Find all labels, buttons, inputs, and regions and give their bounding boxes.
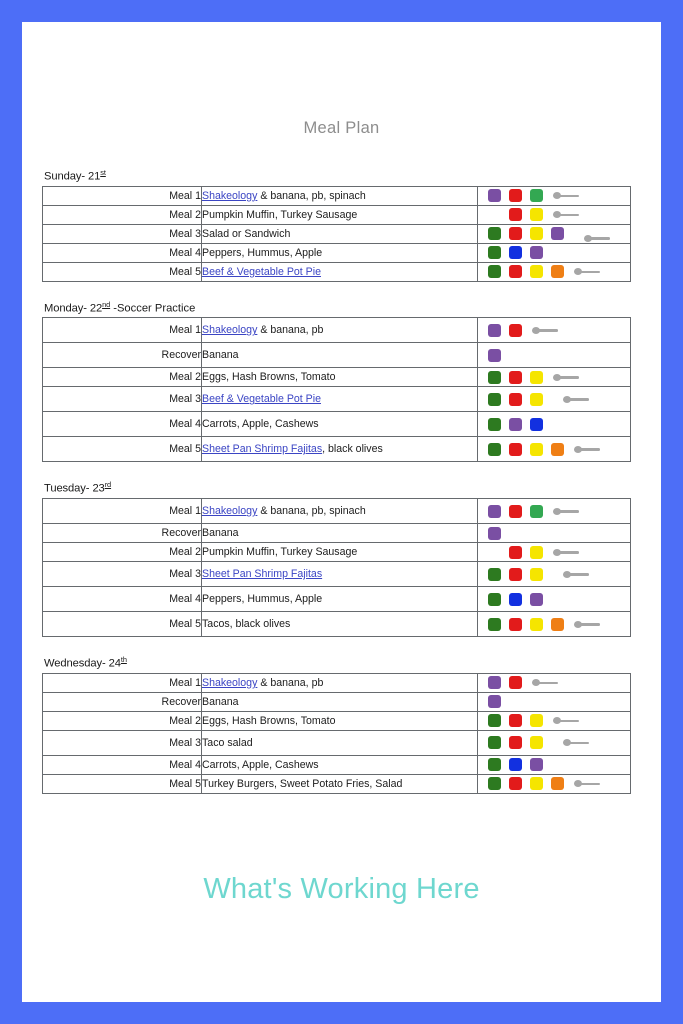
container-swatch-group — [478, 187, 630, 205]
container-swatch-orange — [551, 443, 564, 456]
teaspoon-icon — [584, 234, 610, 243]
container-swatch-red — [509, 324, 522, 337]
meal-label: Meal 5 — [169, 443, 201, 456]
container-swatch-yellow — [530, 227, 543, 240]
meal-label: Meal 2 — [169, 714, 201, 727]
meal-description-cell — [202, 524, 478, 543]
table-row — [43, 774, 631, 793]
day-name: Sunday — [44, 170, 82, 183]
meal-description-cell — [202, 730, 478, 755]
meal-label: Meal 1 — [169, 324, 201, 337]
meal-label: Recover — [161, 695, 201, 708]
table-row — [43, 524, 631, 543]
container-cell — [478, 243, 631, 262]
meal-description-cell — [202, 587, 478, 612]
meal-label-cell — [43, 499, 202, 524]
container-swatch-purple — [488, 505, 501, 518]
teaspoon-handle — [569, 573, 589, 576]
meal-description-cell — [202, 343, 478, 368]
meal-description-text: & banana, pb — [257, 676, 324, 689]
container-swatch-group — [478, 225, 630, 243]
container-swatch-yellow — [530, 777, 543, 790]
meal-description-cell — [202, 543, 478, 562]
container-cell — [478, 755, 631, 774]
meal-description-cell — [202, 262, 478, 281]
day-date-number: 22 — [89, 302, 103, 315]
container-swatch-group — [478, 524, 630, 542]
meal-description-cell — [202, 774, 478, 793]
day-date-number: 21 — [87, 170, 101, 183]
container-swatch-group — [478, 263, 630, 281]
table-row — [43, 543, 631, 562]
meal-description-text: Carrots, Apple, Cashews — [202, 758, 319, 771]
container-swatch-red — [509, 777, 522, 790]
container-swatch-green_light — [530, 189, 543, 202]
container-swatch-purple — [488, 676, 501, 689]
day-date-number: 24 — [108, 657, 121, 670]
table-row — [43, 587, 631, 612]
container-cell — [478, 343, 631, 368]
container-swatch-group — [478, 587, 630, 611]
table-row — [43, 368, 631, 387]
day-date-ordinal: nd — [102, 299, 111, 309]
table-row — [43, 262, 631, 281]
container-swatch-red — [509, 676, 522, 689]
container-swatch-green — [488, 568, 501, 581]
container-swatch-group — [478, 562, 630, 586]
container-swatch-yellow — [530, 618, 543, 631]
meal-description-cell — [202, 205, 478, 224]
table-row — [43, 243, 631, 262]
meal-description-text: Pumpkin Muffin, Turkey Sausage — [202, 208, 358, 221]
container-swatch-yellow — [530, 546, 543, 559]
day-header: Sunday- 21st — [44, 168, 106, 183]
container-swatch-purple — [488, 324, 501, 337]
container-swatch-orange — [551, 777, 564, 790]
container-swatch-group — [478, 368, 630, 386]
day-block — [22, 138, 661, 282]
container-swatch-green — [488, 227, 501, 240]
meal-label-cell — [43, 711, 202, 730]
document-page — [22, 22, 661, 1002]
table-row — [43, 711, 631, 730]
meal-label-cell — [43, 524, 202, 543]
meal-description-cell — [202, 499, 478, 524]
container-cell — [478, 774, 631, 793]
container-swatch-red — [509, 208, 522, 221]
container-swatch-group — [478, 543, 630, 561]
container-swatch-red — [509, 189, 522, 202]
day-header: Wednesday- 24th — [44, 655, 127, 670]
container-cell — [478, 387, 631, 412]
meal-description-text: Carrots, Apple, Cashews — [202, 418, 319, 431]
meal-description-cell — [202, 318, 478, 343]
container-swatch-red — [509, 393, 522, 406]
container-swatch-group — [478, 612, 630, 636]
container-swatch-group — [478, 775, 630, 793]
teaspoon-handle — [569, 398, 589, 401]
table-row — [43, 692, 631, 711]
meal-table — [42, 673, 631, 794]
container-swatch-red — [509, 505, 522, 518]
container-swatch-group — [478, 693, 630, 711]
container-cell — [478, 543, 631, 562]
teaspoon-icon — [574, 620, 600, 629]
day-header: Tuesday- 23rd — [44, 480, 112, 496]
teaspoon-handle — [559, 195, 579, 198]
meal-label-cell — [43, 262, 202, 281]
container-swatch-green — [488, 736, 501, 749]
recipe-link[interactable]: Beef & Vegetable Pot Pie — [202, 393, 321, 406]
container-swatch-yellow — [530, 265, 543, 278]
meal-label: Meal 2 — [169, 208, 201, 221]
container-cell — [478, 587, 631, 612]
teaspoon-icon — [553, 191, 579, 200]
table-row — [43, 562, 631, 587]
container-swatch-purple — [530, 246, 543, 259]
container-cell — [478, 262, 631, 281]
meal-label: Meal 3 — [169, 736, 201, 749]
container-swatch-green — [488, 393, 501, 406]
day-name: Tuesday — [44, 483, 86, 496]
container-swatch-red — [509, 227, 522, 240]
meal-label: Meal 4 — [169, 246, 201, 259]
teaspoon-handle — [559, 551, 579, 554]
meal-description-cell — [202, 368, 478, 387]
meal-description-text: & banana, pb, spinach — [257, 505, 366, 518]
table-row — [43, 387, 631, 412]
table-row — [43, 612, 631, 637]
meal-description-cell — [202, 673, 478, 692]
container-cell — [478, 368, 631, 387]
container-swatch-group — [478, 674, 630, 692]
meal-label-cell — [43, 673, 202, 692]
day-block — [22, 282, 661, 463]
recipe-link[interactable]: Sheet Pan Shrimp Fajitas — [202, 568, 323, 581]
day-header: Monday- 22nd -Soccer Practice — [44, 299, 196, 315]
meal-description-text: Peppers, Hummus, Apple — [202, 593, 323, 606]
container-swatch-purple — [488, 527, 501, 540]
recipe-link[interactable]: Beef & Vegetable Pot Pie — [202, 265, 321, 278]
teaspoon-icon — [532, 326, 558, 335]
meal-label-cell — [43, 243, 202, 262]
meal-label-cell — [43, 387, 202, 412]
container-swatch-red — [509, 618, 522, 631]
meal-label-cell — [43, 368, 202, 387]
container-cell — [478, 224, 631, 243]
meal-description-text: Pumpkin Muffin, Turkey Sausage — [202, 546, 358, 559]
meal-description-text: Banana — [202, 349, 239, 362]
container-swatch-green — [488, 246, 501, 259]
meal-description-text: , black olives — [322, 443, 383, 456]
container-swatch-group — [478, 731, 630, 755]
recipe-link[interactable]: Shakeology — [202, 505, 258, 518]
container-swatch-group — [478, 412, 630, 436]
teaspoon-handle — [538, 329, 558, 332]
teaspoon-icon — [574, 445, 600, 454]
teaspoon-handle — [590, 237, 610, 240]
container-swatch-blue — [509, 593, 522, 606]
container-cell — [478, 612, 631, 637]
container-swatch-yellow — [530, 736, 543, 749]
container-swatch-group — [478, 712, 630, 730]
day-note: -Soccer Practice — [110, 302, 196, 315]
meal-description-cell — [202, 437, 478, 462]
meal-description-text: Eggs, Hash Browns, Tomato — [202, 714, 336, 727]
meal-table — [42, 498, 631, 637]
table-row — [43, 730, 631, 755]
day-block — [22, 462, 661, 637]
container-cell — [478, 692, 631, 711]
container-swatch-green — [488, 758, 501, 771]
container-swatch-purple — [530, 593, 543, 606]
meal-label: Meal 1 — [169, 676, 201, 689]
container-cell — [478, 437, 631, 462]
table-row — [43, 224, 631, 243]
meal-description-text: Tacos, black olives — [202, 618, 291, 631]
container-swatch-group — [478, 387, 630, 411]
container-swatch-yellow — [530, 371, 543, 384]
container-swatch-purple — [551, 227, 564, 240]
meal-label-cell — [43, 774, 202, 793]
meal-label-cell — [43, 224, 202, 243]
container-cell — [478, 205, 631, 224]
meal-label-cell — [43, 755, 202, 774]
day-date-ordinal: rd — [104, 480, 112, 490]
teaspoon-icon — [553, 507, 579, 516]
table-row — [43, 499, 631, 524]
meal-label-cell — [43, 205, 202, 224]
container-swatch-red — [509, 546, 522, 559]
teaspoon-handle — [538, 682, 558, 685]
meal-label-cell — [43, 543, 202, 562]
teaspoon-handle — [580, 448, 600, 451]
container-swatch-purple — [488, 349, 501, 362]
teaspoon-icon — [553, 373, 579, 382]
page-title: Meal Plan — [303, 119, 380, 137]
teaspoon-icon — [532, 678, 558, 687]
meal-label-cell — [43, 587, 202, 612]
meal-label: Meal 1 — [169, 505, 201, 518]
container-swatch-purple — [488, 695, 501, 708]
meal-label-cell — [43, 437, 202, 462]
meal-label-cell — [43, 612, 202, 637]
recipe-link[interactable]: Shakeology — [202, 189, 258, 202]
recipe-link[interactable]: Shakeology — [202, 676, 258, 689]
meal-label: Meal 5 — [169, 265, 201, 278]
container-swatch-empty — [488, 208, 501, 221]
container-swatch-orange — [551, 618, 564, 631]
container-swatch-green — [488, 265, 501, 278]
meal-label-cell — [43, 412, 202, 437]
container-swatch-blue — [509, 246, 522, 259]
container-swatch-green — [488, 777, 501, 790]
meal-label: Meal 2 — [169, 546, 201, 559]
day-date-number: 23 — [92, 483, 105, 496]
meal-label: Meal 3 — [169, 393, 201, 406]
meal-label: Meal 5 — [169, 777, 201, 790]
meal-description-cell — [202, 562, 478, 587]
teaspoon-icon — [574, 267, 600, 276]
container-swatch-group — [478, 244, 630, 262]
day-date-ordinal: st — [100, 168, 106, 177]
meal-label: Recover — [161, 527, 201, 540]
day-date-ordinal: th — [120, 655, 127, 665]
container-swatch-purple — [530, 758, 543, 771]
teaspoon-handle — [580, 271, 600, 274]
container-swatch-group — [478, 756, 630, 774]
footer-brand: What's Working Here — [203, 872, 480, 905]
container-swatch-group — [478, 343, 630, 367]
meal-label-cell — [43, 186, 202, 205]
meal-description-cell — [202, 224, 478, 243]
meal-description-cell — [202, 711, 478, 730]
meal-description-text: Turkey Burgers, Sweet Potato Fries, Salad — [202, 777, 403, 790]
container-swatch-yellow — [530, 568, 543, 581]
teaspoon-icon — [553, 716, 579, 725]
meal-description-cell — [202, 412, 478, 437]
meal-label: Meal 3 — [169, 227, 201, 240]
container-swatch-red — [509, 371, 522, 384]
meal-label-cell — [43, 318, 202, 343]
meal-description-cell — [202, 755, 478, 774]
meal-label: Meal 1 — [169, 189, 201, 202]
meal-description-text: & banana, pb, spinach — [257, 189, 366, 202]
meal-description-text: Salad or Sandwich — [202, 227, 291, 240]
meal-plan-days — [22, 138, 661, 794]
container-cell — [478, 711, 631, 730]
teaspoon-icon — [553, 210, 579, 219]
meal-label: Recover — [161, 349, 201, 362]
container-swatch-blue — [509, 758, 522, 771]
meal-description-text: Banana — [202, 527, 239, 540]
table-row — [43, 343, 631, 368]
meal-description-cell — [202, 692, 478, 711]
teaspoon-handle — [559, 510, 579, 513]
container-swatch-yellow — [530, 208, 543, 221]
meal-label: Meal 4 — [169, 418, 201, 431]
container-swatch-group — [478, 206, 630, 224]
teaspoon-handle — [569, 742, 589, 745]
teaspoon-icon — [563, 395, 589, 404]
container-cell — [478, 186, 631, 205]
container-swatch-yellow — [530, 443, 543, 456]
container-cell — [478, 562, 631, 587]
meal-description-cell — [202, 186, 478, 205]
recipe-link[interactable]: Shakeology — [202, 324, 258, 337]
container-cell — [478, 318, 631, 343]
container-swatch-green — [488, 418, 501, 431]
teaspoon-handle — [580, 783, 600, 786]
meal-label: Meal 4 — [169, 593, 201, 606]
container-swatch-yellow — [530, 714, 543, 727]
container-swatch-group — [478, 499, 630, 523]
meal-description-cell — [202, 387, 478, 412]
container-swatch-green — [488, 714, 501, 727]
meal-description-cell — [202, 243, 478, 262]
container-cell — [478, 412, 631, 437]
meal-label-cell — [43, 562, 202, 587]
meal-description-text: Eggs, Hash Browns, Tomato — [202, 371, 336, 384]
teaspoon-icon — [553, 548, 579, 557]
container-cell — [478, 499, 631, 524]
container-swatch-blue — [530, 418, 543, 431]
table-row — [43, 412, 631, 437]
day-name: Monday — [44, 302, 84, 315]
table-row — [43, 318, 631, 343]
meal-label-cell — [43, 692, 202, 711]
meal-description-text: Peppers, Hummus, Apple — [202, 246, 323, 259]
container-swatch-green — [488, 443, 501, 456]
day-block — [22, 637, 661, 794]
meal-description-text: Taco salad — [202, 736, 253, 749]
container-swatch-red — [509, 568, 522, 581]
container-cell — [478, 730, 631, 755]
teaspoon-icon — [563, 570, 589, 579]
meal-label: Meal 4 — [169, 758, 201, 771]
container-swatch-red — [509, 443, 522, 456]
container-swatch-green — [488, 593, 501, 606]
meal-label: Meal 2 — [169, 371, 201, 384]
container-swatch-empty — [488, 546, 501, 559]
meal-table — [42, 317, 631, 462]
teaspoon-handle — [559, 720, 579, 723]
container-swatch-red — [509, 714, 522, 727]
container-swatch-group — [478, 318, 630, 342]
recipe-link[interactable]: Sheet Pan Shrimp Fajitas — [202, 443, 323, 456]
meal-label-cell — [43, 730, 202, 755]
container-swatch-green — [488, 618, 501, 631]
meal-label-cell — [43, 343, 202, 368]
teaspoon-handle — [580, 623, 600, 626]
container-cell — [478, 524, 631, 543]
day-name: Wednesday — [44, 657, 102, 670]
container-swatch-group — [478, 437, 630, 461]
container-swatch-purple — [509, 418, 522, 431]
container-swatch-orange — [551, 265, 564, 278]
container-swatch-purple — [488, 189, 501, 202]
table-row — [43, 437, 631, 462]
meal-label: Meal 5 — [169, 618, 201, 631]
meal-table — [42, 186, 631, 282]
meal-label: Meal 3 — [169, 568, 201, 581]
teaspoon-handle — [559, 376, 579, 379]
teaspoon-handle — [559, 214, 579, 217]
table-row — [43, 186, 631, 205]
container-swatch-green_light — [530, 505, 543, 518]
teaspoon-icon — [563, 738, 589, 747]
container-swatch-red — [509, 265, 522, 278]
table-row — [43, 755, 631, 774]
container-swatch-green — [488, 371, 501, 384]
teaspoon-icon — [574, 779, 600, 788]
container-swatch-yellow — [530, 393, 543, 406]
meal-description-text: & banana, pb — [257, 324, 324, 337]
container-swatch-red — [509, 736, 522, 749]
container-cell — [478, 673, 631, 692]
meal-description-cell — [202, 612, 478, 637]
table-row — [43, 673, 631, 692]
meal-description-text: Banana — [202, 695, 239, 708]
table-row — [43, 205, 631, 224]
